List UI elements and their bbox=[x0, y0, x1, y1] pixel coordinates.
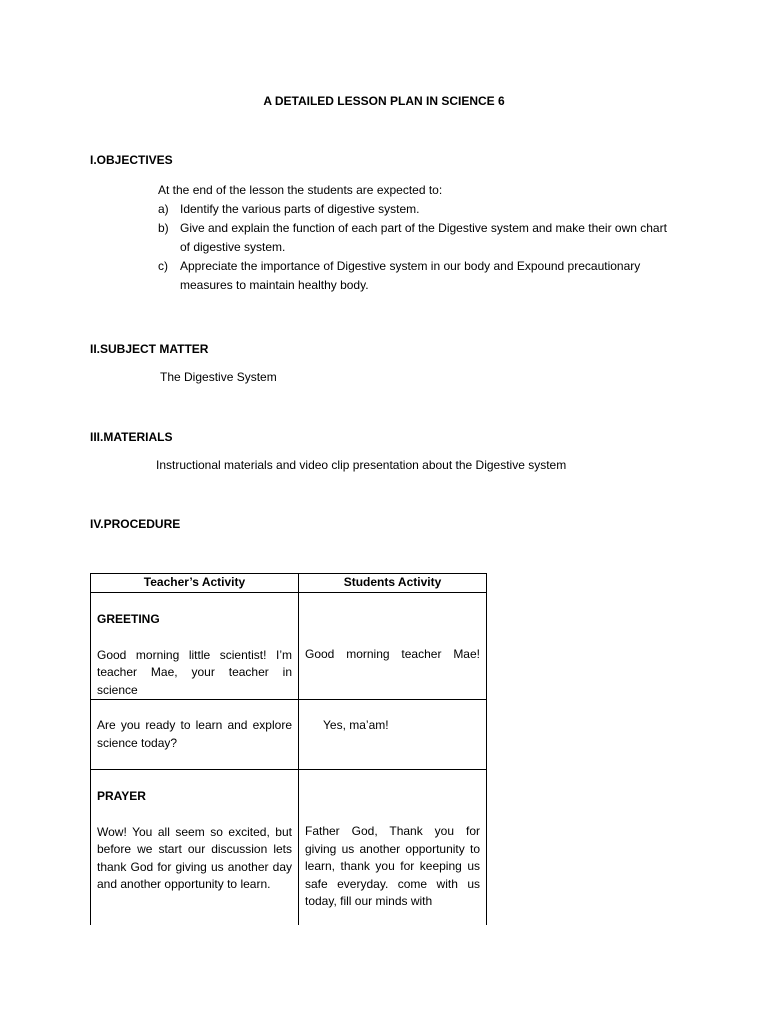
teacher-cell bbox=[91, 700, 299, 770]
teacher-text: Good morning little scientist! I’m teacher Mae, your teacher in science bbox=[97, 647, 292, 697]
objective-letter: a) bbox=[158, 202, 169, 216]
teacher-text: Are you ready to learn and explore science today? bbox=[97, 718, 292, 750]
table-row bbox=[91, 770, 487, 926]
materials-text: Instructional materials and video clip presentation about the Digestive system bbox=[156, 458, 567, 472]
objective-text: Give and explain the function of each part of the Digestive system and make their own chart of digestive system. bbox=[180, 221, 667, 254]
student-cell bbox=[299, 700, 487, 770]
student-cell bbox=[299, 770, 487, 926]
subject-matter-text: The Digestive System bbox=[160, 370, 277, 384]
materials-heading: III.MATERIALS bbox=[90, 430, 173, 444]
objective-letter: b) bbox=[158, 221, 169, 235]
prayer-heading: PRAYER bbox=[97, 789, 146, 803]
student-text: Yes, ma’am! bbox=[323, 718, 389, 732]
objective-text: Appreciate the importance of Digestive system in our body and Expound precautionary measures to maintain healthy body. bbox=[180, 259, 641, 292]
teacher-cell bbox=[91, 593, 299, 700]
student-text: Father God, Thank you for giving us another opportunity to learn, thank you for keeping us safe everyday. come with us today, fill our minds with bbox=[305, 824, 480, 908]
students-activity-header: Students Activity bbox=[299, 574, 487, 593]
teacher-activity-header: Teacher’s Activity bbox=[91, 574, 299, 593]
document-title: A DETAILED LESSON PLAN IN SCIENCE 6 bbox=[263, 94, 505, 108]
student-text: Good morning teacher Mae! bbox=[305, 647, 480, 661]
table-row bbox=[91, 593, 487, 700]
objectives-intro: At the end of the lesson the students are expected to: bbox=[158, 183, 443, 197]
procedure-heading: IV.PROCEDURE bbox=[90, 517, 181, 531]
teacher-text: Wow! You all seem so excited, but before we start our discussion lets thank God for giving us another day and another opportunity to learn. bbox=[97, 824, 292, 891]
procedure-table bbox=[90, 573, 487, 925]
student-cell bbox=[299, 593, 487, 700]
objectives-heading: I.OBJECTIVES bbox=[90, 153, 173, 167]
greeting-heading: GREETING bbox=[97, 612, 160, 626]
objective-text: Identify the various parts of digestive system. bbox=[180, 202, 420, 216]
table-row bbox=[91, 700, 487, 770]
table-header-row bbox=[91, 574, 487, 593]
teacher-cell bbox=[91, 770, 299, 926]
subject-matter-heading: II.SUBJECT MATTER bbox=[90, 342, 209, 356]
objective-letter: c) bbox=[158, 259, 168, 273]
